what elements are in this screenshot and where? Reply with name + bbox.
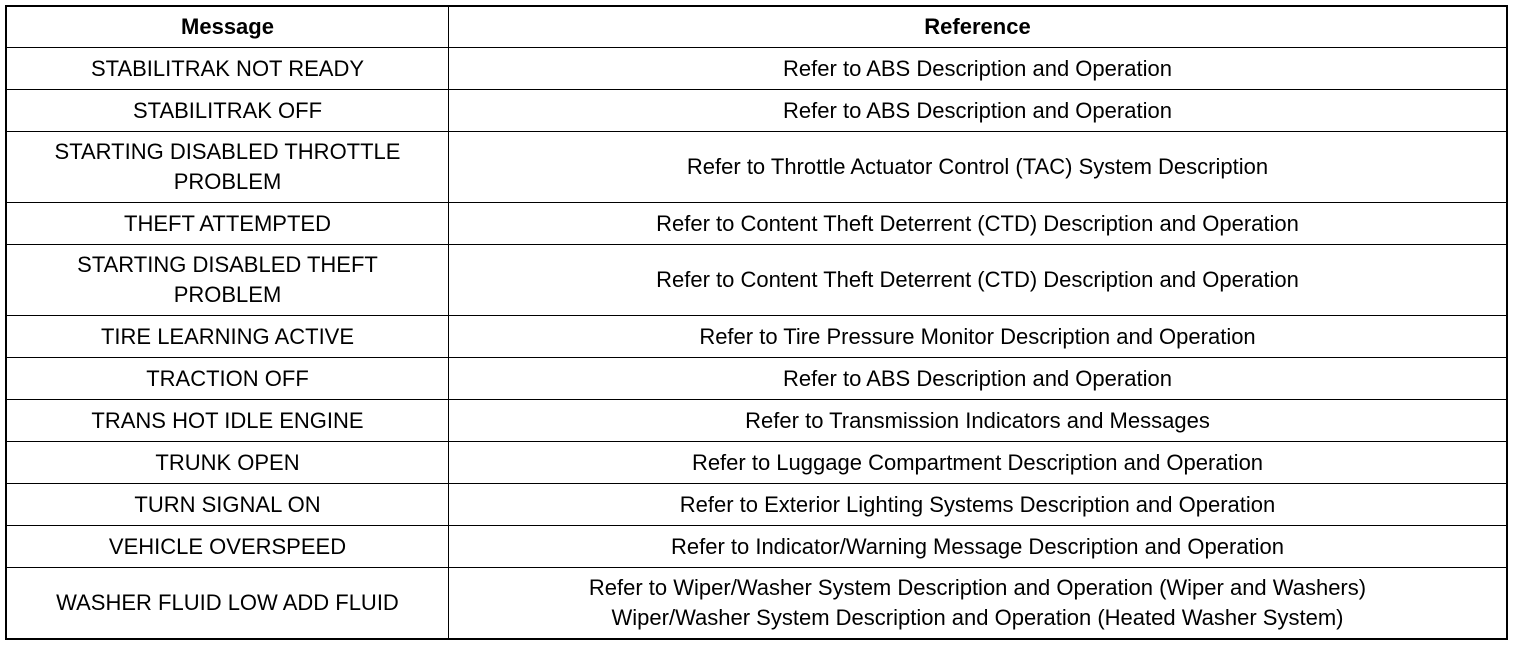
message-text: WASHER FLUID LOW ADD FLUID [56,590,399,615]
message-text: STARTING DISABLED THEFT [77,252,378,277]
message-cell [7,358,449,400]
message-text: TRANS HOT IDLE ENGINE [91,407,364,433]
header-reference: Reference [449,7,1507,48]
reference-cell [449,245,1507,316]
table-row [7,316,1507,358]
reference-text: Refer to Throttle Actuator Control (TAC) System Description [686,154,1269,179]
message-cell [7,48,449,90]
table-body [7,48,1507,639]
message-cell [7,568,449,639]
reference-cell [449,568,1507,639]
table-row [7,203,1507,245]
message-text: TRACTION OFF [146,365,309,391]
table-row [7,568,1507,639]
reference-text: Wiper/Washer System Description and Operation (Heated Washer System) [611,605,1344,630]
message-cell [7,90,449,132]
message-cell [7,526,449,568]
message-text: VEHICLE OVERSPEED [108,533,347,559]
message-text: TRUNK OPEN [155,449,300,475]
message-cell [7,132,449,203]
reference-text: Refer to ABS Description and Operation [783,365,1172,391]
reference-text: Refer to Transmission Indicators and Messages [745,407,1210,433]
reference-text: Refer to ABS Description and Operation [783,97,1172,123]
table-row [7,400,1507,442]
reference-text: Refer to Indicator/Warning Message Description and Operation [670,533,1285,559]
reference-cell [449,400,1507,442]
reference-text: Refer to Content Theft Deterrent (CTD) Description and Operation [656,267,1299,292]
table-row [7,442,1507,484]
reference-cell [449,203,1507,245]
message-text: STABILITRAK NOT READY [90,55,365,81]
table-row [7,484,1507,526]
message-text: TURN SIGNAL ON [134,491,321,517]
reference-cell [449,526,1507,568]
message-text: STABILITRAK OFF [132,97,323,123]
table-row [7,90,1507,132]
message-cell [7,245,449,316]
reference-cell [449,90,1507,132]
message-text: TIRE LEARNING ACTIVE [100,323,355,349]
message-text: PROBLEM [173,169,282,194]
message-text: THEFT ATTEMPTED [124,210,331,236]
reference-text: Refer to Wiper/Washer System Description and Operation (Wiper and Washers) [588,575,1367,600]
table-row [7,132,1507,203]
reference-text: Refer to Content Theft Deterrent (CTD) Description and Operation [656,210,1299,236]
reference-cell [449,48,1507,90]
reference-cell [449,442,1507,484]
reference-cell [449,132,1507,203]
reference-cell [449,358,1507,400]
message-cell [7,484,449,526]
message-cell [7,316,449,358]
reference-cell [449,316,1507,358]
reference-text: Refer to Tire Pressure Monitor Description and Operation [699,323,1256,349]
table-row [7,48,1507,90]
reference-text: Refer to Luggage Compartment Description and Operation [691,449,1264,475]
reference-text: Refer to Exterior Lighting Systems Description and Operation [679,491,1276,517]
header-message: Message [7,7,449,48]
table-row [7,358,1507,400]
message-cell [7,400,449,442]
message-text: PROBLEM [173,282,282,307]
reference-cell [449,484,1507,526]
table-row [7,245,1507,316]
table-row [7,526,1507,568]
message-reference-table [6,6,1507,639]
message-cell [7,442,449,484]
message-text: STARTING DISABLED THROTTLE [54,139,401,164]
table-header-row [7,7,1507,48]
message-cell [7,203,449,245]
reference-text: Refer to ABS Description and Operation [783,55,1172,81]
